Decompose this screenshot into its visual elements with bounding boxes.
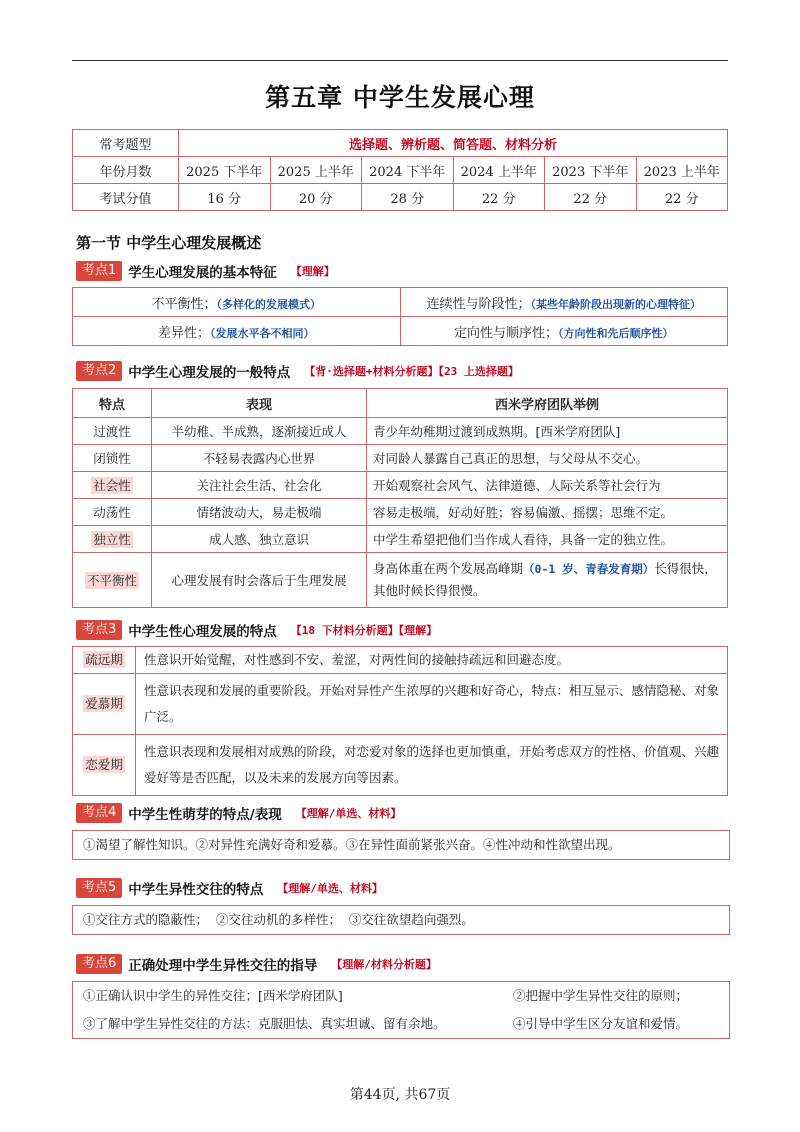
kp-title: 中学生性萌芽的特点/表现: [128, 807, 282, 823]
example-cell: 开始观察社会风气、法律道德、人际关系等社会行为: [367, 472, 728, 499]
trait-cell: 过渡性: [73, 418, 152, 445]
kp-tag: 【理解/单选、材料】: [277, 882, 383, 895]
desc-cell: 关注社会生活、社会化: [152, 472, 367, 499]
column-header: 西米学府团队举例: [367, 389, 728, 418]
year-cell: 2025 上半年: [270, 157, 362, 184]
kp3-heading: [76, 620, 437, 640]
table-row: [73, 735, 728, 796]
kp2-heading: [76, 361, 519, 381]
example-cell: 中学生希望把他们当作成人看待，具备一定的独立性。: [367, 526, 728, 553]
kp4-content-box: [72, 830, 730, 860]
stage-highlight: 疏远期: [85, 652, 123, 667]
column-header: 表现: [152, 389, 367, 418]
stage-desc: 性意识表现和发展的重要阶段。开始对异性产生浓厚的兴趣和好奇心，特点：相互显示、感情隐秘、对象广泛。: [136, 674, 728, 735]
score-cell: 22 分: [545, 184, 637, 211]
question-types: 选择题、辨析题、简答题、材料分析: [179, 130, 728, 157]
trait-cell: [73, 472, 152, 499]
trait-highlight: 独立性: [93, 532, 131, 547]
score-cell: 16 分: [179, 184, 271, 211]
desc-cell: 情绪波动大，易走极端: [152, 499, 367, 526]
kp6-heading: [76, 954, 437, 974]
feature-note: （某些年龄阶段出现新的心理特征）: [530, 297, 701, 311]
table-header-row: [73, 389, 728, 418]
score-cell: 20 分: [270, 184, 362, 211]
table-row: [73, 553, 728, 608]
table-row: [73, 184, 728, 211]
guidance-item: ③了解中学生异性交往的方法：克服胆怯、真实坦诚、留有余地。: [83, 1016, 446, 1031]
kp6-content-box: [72, 981, 730, 1039]
year-cell: 2024 下半年: [362, 157, 454, 184]
feature-note: （多样化的发展模式）: [216, 297, 321, 311]
kp-title: 学生心理发展的基本特征: [128, 265, 277, 281]
kp-tag: 【理解/材料分析题】: [331, 958, 437, 971]
kp5-content-box: [72, 905, 730, 935]
trait-cell: [73, 526, 152, 553]
feature-label: 定向性与顺序性；: [453, 325, 558, 341]
table-row: [73, 445, 728, 472]
feature-label: 差异性；: [157, 325, 210, 341]
year-cell: 2025 下半年: [179, 157, 271, 184]
row-label: 年份月数: [73, 157, 179, 184]
stage-cell: [73, 674, 136, 735]
trait-cell: 动荡性: [73, 499, 152, 526]
stage-desc: 性意识开始觉醒，对性感到不安、羞涩，对两性间的接触持疏远和回避态度。: [136, 647, 728, 674]
table-row: [73, 647, 728, 674]
table-row: [73, 317, 728, 346]
example-cell: [367, 553, 728, 608]
kp-badge: 考点3: [76, 620, 122, 640]
year-cell: 2023 上半年: [636, 157, 728, 184]
kp5-heading: [76, 878, 383, 898]
example-cell: 青少年幼稚期过渡到成熟期。[西米学府团队]: [367, 418, 728, 445]
trait-highlight: 不平衡性: [86, 573, 137, 588]
kp5-content: ①交往方式的隐蔽性； ②交往动机的多样性； ③交往欲望趋向强烈。: [83, 912, 474, 927]
guidance-item: ②把握中学生异性交往的原则；: [513, 988, 689, 1003]
kp-badge: 考点5: [76, 878, 122, 898]
kp-tag: 【18 下材料分析题】【理解】: [290, 624, 438, 637]
year-cell: 2023 下半年: [545, 157, 637, 184]
feature-cell: [73, 288, 401, 317]
kp-tag: 【理解】: [290, 265, 335, 278]
kp-badge: 考点4: [76, 803, 122, 823]
kp-tag: 【背·选择题+材料分析题】【23 上选择题】: [304, 365, 519, 378]
row-label: 考试分值: [73, 184, 179, 211]
table-row: [73, 674, 728, 735]
table-row: [73, 418, 728, 445]
page-number: 第44页, 共67页: [349, 1087, 451, 1103]
kp1-table: [72, 287, 728, 346]
kp4-content: ①渴望了解性知识。②对异性充满好奇和爱慕。③在异性面前紧张兴奋。④性冲动和性欲望出现。: [83, 837, 621, 852]
exam-summary-table: [72, 129, 728, 211]
chapter-title: 第五章 中学生发展心理: [265, 83, 535, 112]
kp-title: 中学生性心理发展的特点: [128, 624, 277, 640]
desc-cell: 心理发展有时会落后于生理发展: [152, 553, 367, 608]
feature-cell: [73, 317, 401, 346]
guidance-item: ④引导中学生区分友谊和爱情。: [513, 1016, 689, 1031]
trait-highlight: 社会性: [93, 478, 131, 493]
desc-cell: 成人感、独立意识: [152, 526, 367, 553]
stage-desc: 性意识表现和发展相对成熟的阶段，对恋爱对象的选择也更加慎重，开始考虑双方的性格、价值观、兴趣爱好等是否匹配，以及未来的发展方向等因素。: [136, 735, 728, 796]
feature-note: （方向性和先后顺序性）: [558, 326, 674, 340]
kp-badge: 考点2: [76, 361, 122, 381]
table-row: [73, 499, 728, 526]
kp-title: 中学生异性交往的特点: [128, 882, 264, 898]
feature-cell: [400, 288, 728, 317]
kp-title: 正确处理中学生异性交往的指导: [128, 958, 318, 974]
table-row: [73, 157, 728, 184]
feature-cell: [400, 317, 728, 346]
stage-highlight: 爱慕期: [85, 696, 123, 711]
feature-label: 连续性与阶段性；: [426, 296, 531, 312]
kp2-table: [72, 388, 728, 608]
table-row: [73, 472, 728, 499]
table-row: [73, 526, 728, 553]
year-cell: 2024 上半年: [453, 157, 545, 184]
table-row: [73, 130, 728, 157]
feature-label: 不平衡性；: [151, 296, 217, 312]
trait-cell: 闭锁性: [73, 445, 152, 472]
score-cell: 28 分: [362, 184, 454, 211]
row-label: 常考题型: [73, 130, 179, 157]
header-rule: [72, 60, 728, 61]
stage-highlight: 恋爱期: [85, 757, 123, 772]
trait-cell: [73, 553, 152, 608]
table-row: [73, 288, 728, 317]
example-cell: 容易走极端，好动好胜；容易偏激、摇摆；思维不定。: [367, 499, 728, 526]
kp4-heading: [76, 803, 401, 823]
example-cell: 对同龄人暴露自己真正的思想，与父母从不交心。: [367, 445, 728, 472]
kp-title: 中学生心理发展的一般特点: [128, 365, 291, 381]
score-cell: 22 分: [453, 184, 545, 211]
kp-badge: 考点1: [76, 261, 122, 281]
column-header: 特点: [73, 389, 152, 418]
example-text: 长得很快，其他时候长得很慢。: [373, 561, 717, 598]
kp-tag: 【理解/单选、材料】: [295, 807, 402, 820]
feature-note: （发展水平各不相同）: [210, 326, 315, 340]
desc-cell: 半幼稚、半成熟，逐渐接近成人: [152, 418, 367, 445]
desc-cell: 不轻易表露内心世界: [152, 445, 367, 472]
section-title: 第一节 中学生心理发展概述: [76, 234, 262, 252]
kp3-table: [72, 646, 728, 796]
kp-badge: 考点6: [76, 954, 122, 974]
kp1-heading: [76, 261, 335, 281]
example-text: 身高体重在两个发展高峰期: [373, 561, 524, 576]
stage-cell: [73, 647, 136, 674]
example-note: （0-1 岁、青春发育期）: [523, 562, 655, 576]
score-cell: 22 分: [636, 184, 728, 211]
guidance-item: ①正确认识中学生的异性交往；[西米学府团队]: [83, 988, 343, 1003]
stage-cell: [73, 735, 136, 796]
